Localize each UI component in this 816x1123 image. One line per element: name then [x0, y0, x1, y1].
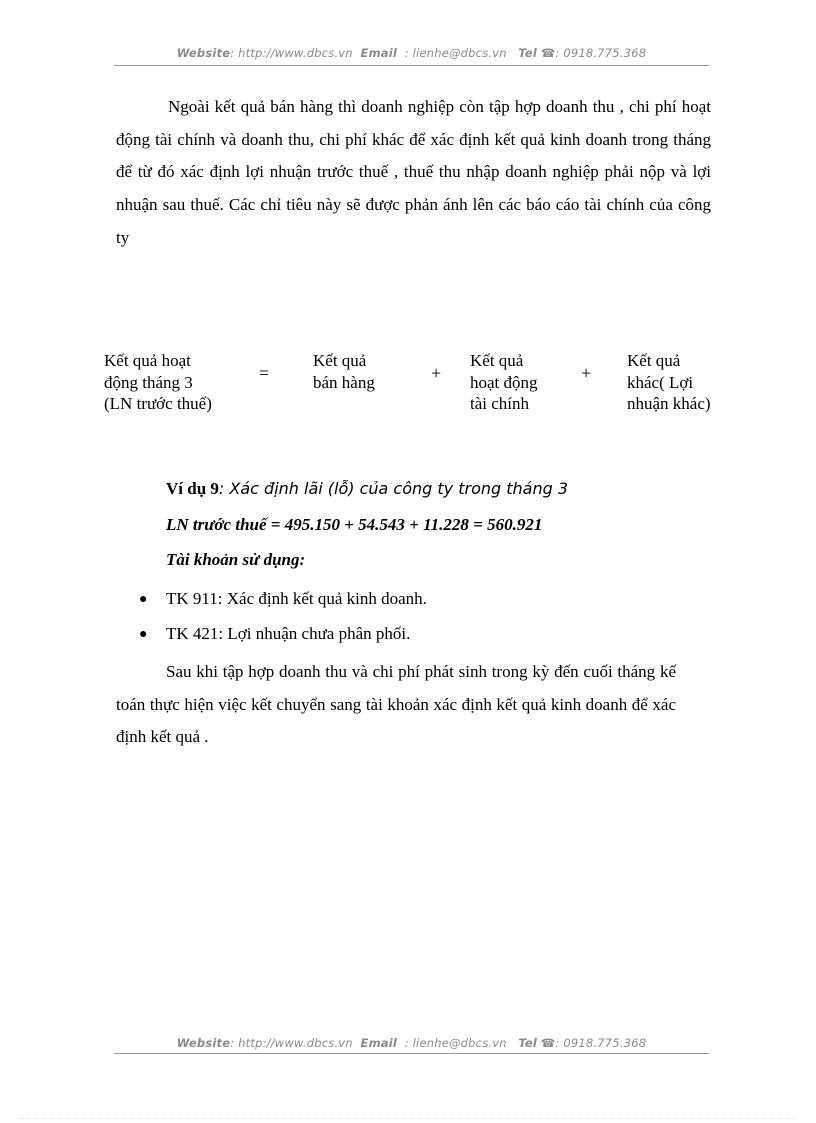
- formula-plus-sign: +: [581, 363, 592, 383]
- calc-expression: = 495.150 + 54.543 + 11.228 = 560.921: [266, 515, 543, 534]
- footer-email-link[interactable]: : lienhe@dbcs.vn: [404, 1036, 507, 1050]
- example-label: Ví dụ 9: [166, 479, 219, 498]
- formula-lhs-line: Kết quả hoạt: [104, 351, 191, 370]
- accounts-heading: Tài khoản sử dụng:: [166, 550, 306, 569]
- formula-term-sales: [313, 350, 375, 393]
- formula-term-line: hoạt động: [470, 372, 538, 392]
- formula-lhs-line: (LN trước thuế): [104, 394, 212, 413]
- formula-term-line: nhuận khác): [627, 394, 711, 413]
- example-heading: [166, 479, 568, 499]
- formula-term-line: Kết quả: [627, 351, 681, 370]
- formula-plus-sign: +: [431, 363, 442, 383]
- footer-tel-label: Tel: [518, 1036, 538, 1050]
- closing-paragraph: Sau khi tập hợp doanh thu và chi phí phát sinh trong kỳ đến cuối tháng kế toán thực hiện việc kết chuyển sang tài khoản xác định kết quả kinh doanh để xác định kết quả .: [116, 662, 676, 747]
- bullet-icon: ●: [139, 592, 148, 607]
- page-header: [114, 46, 709, 60]
- header-divider: [114, 65, 709, 66]
- formula-term-line: bán hàng: [313, 372, 375, 392]
- footer-email-label: Email: [360, 1036, 397, 1050]
- list-item: TK 421: Lợi nhuận chưa phân phối.: [166, 624, 411, 643]
- example-calculation: [166, 515, 542, 535]
- calc-label: LN trước thuế: [166, 515, 267, 534]
- formula-term-line: Kết quả: [313, 351, 367, 370]
- header-website-label: Website: [176, 46, 231, 60]
- bullet-icon: ●: [139, 627, 148, 642]
- intro-paragraph: Ngoài kết quả bán hàng thì doanh nghiệp còn tập hợp doanh thu , chi phí hoạt động tài chính và doanh thu, chi phí khác để xác định kết quả kinh doanh trong tháng để từ đó xác định lợi nhuận trước thuế , thuế thu nhập doanh nghiệp phải nộp và lợi nhuận sau thuế. Các chỉ tiêu này sẽ được phản ánh lên các báo cáo tài chính của công ty: [116, 97, 711, 247]
- example-title: : Xác định lãi (lỗ) của công ty trong tháng 3: [218, 479, 569, 498]
- formula-term-line: tài chính: [470, 394, 530, 413]
- header-email-link[interactable]: : lienhe@dbcs.vn: [404, 46, 507, 60]
- footer-website-label: Website: [176, 1036, 231, 1050]
- footer-tel-value: : 0918.775.368: [555, 1036, 647, 1050]
- formula-equals-sign: =: [259, 363, 270, 383]
- page-edge-divider: [20, 1118, 796, 1119]
- phone-icon: ☎: [540, 46, 556, 60]
- phone-icon: ☎: [540, 1036, 556, 1050]
- header-tel-value: : 0918.775.368: [555, 46, 647, 60]
- formula-term-line: khác( Lợi: [627, 372, 694, 392]
- list-item: TK 911: Xác định kết quả kinh doanh.: [166, 589, 427, 608]
- formula-term-financial: [470, 350, 538, 415]
- footer-divider: [114, 1053, 709, 1054]
- header-email-label: Email: [360, 46, 397, 60]
- formula-lhs: [104, 350, 212, 415]
- footer-website-link[interactable]: : http://www.dbcs.vn: [230, 1036, 353, 1050]
- page-footer: [114, 1036, 709, 1050]
- header-tel-label: Tel: [518, 46, 538, 60]
- formula-term-other: [627, 350, 711, 415]
- formula-term-line: Kết quả: [470, 351, 524, 370]
- formula-lhs-line: động tháng 3: [104, 372, 193, 392]
- header-website-link[interactable]: : http://www.dbcs.vn: [230, 46, 353, 60]
